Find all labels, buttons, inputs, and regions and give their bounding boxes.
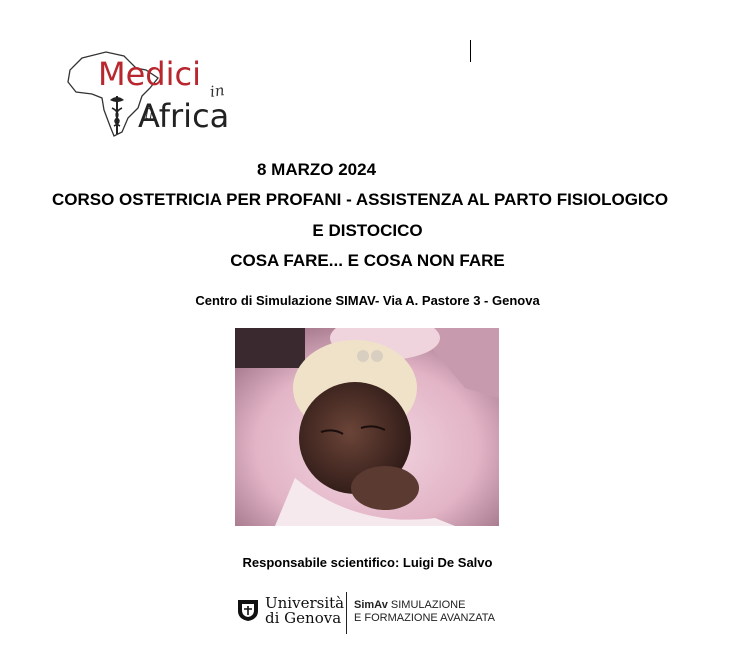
footer-divider	[346, 592, 347, 634]
university-name-line2: di Genova	[265, 609, 342, 627]
university-crest-icon	[237, 598, 259, 622]
event-date: 8 MARZO 2024	[257, 160, 377, 179]
course-title-line2: E DISTOCICO	[312, 221, 423, 240]
logo-word-africa: Africa	[138, 97, 230, 135]
course-subtitle: COSA FARE... E COSA NON FARE	[230, 251, 505, 270]
venue-address: Centro di Simulazione SIMAV- Via A. Pastore 3 - Genova	[195, 293, 540, 308]
simav-line2: E FORMAZIONE AVANZATA	[354, 612, 495, 624]
logo-word-in: in	[208, 81, 226, 101]
university-name	[265, 596, 344, 626]
simav-brand: SimAv	[354, 599, 388, 611]
simav-line1: SIMULAZIONE	[390, 599, 466, 611]
footer-logos	[237, 590, 507, 638]
text-cursor	[470, 40, 471, 62]
logo-word-medici: Medici	[98, 55, 201, 93]
course-title-line1: CORSO OSTETRICIA PER PROFANI - ASSISTENZA AL PARTO FISIOLOGICO	[52, 190, 669, 209]
caduceus-icon	[110, 96, 124, 134]
newborn-photo	[235, 328, 499, 526]
scientific-responsible: Responsabile scientifico: Luigi De Salvo	[242, 555, 493, 570]
simav-logo	[354, 599, 495, 625]
medici-in-africa-logo	[62, 48, 252, 140]
university-name-line1: Università	[265, 594, 345, 612]
